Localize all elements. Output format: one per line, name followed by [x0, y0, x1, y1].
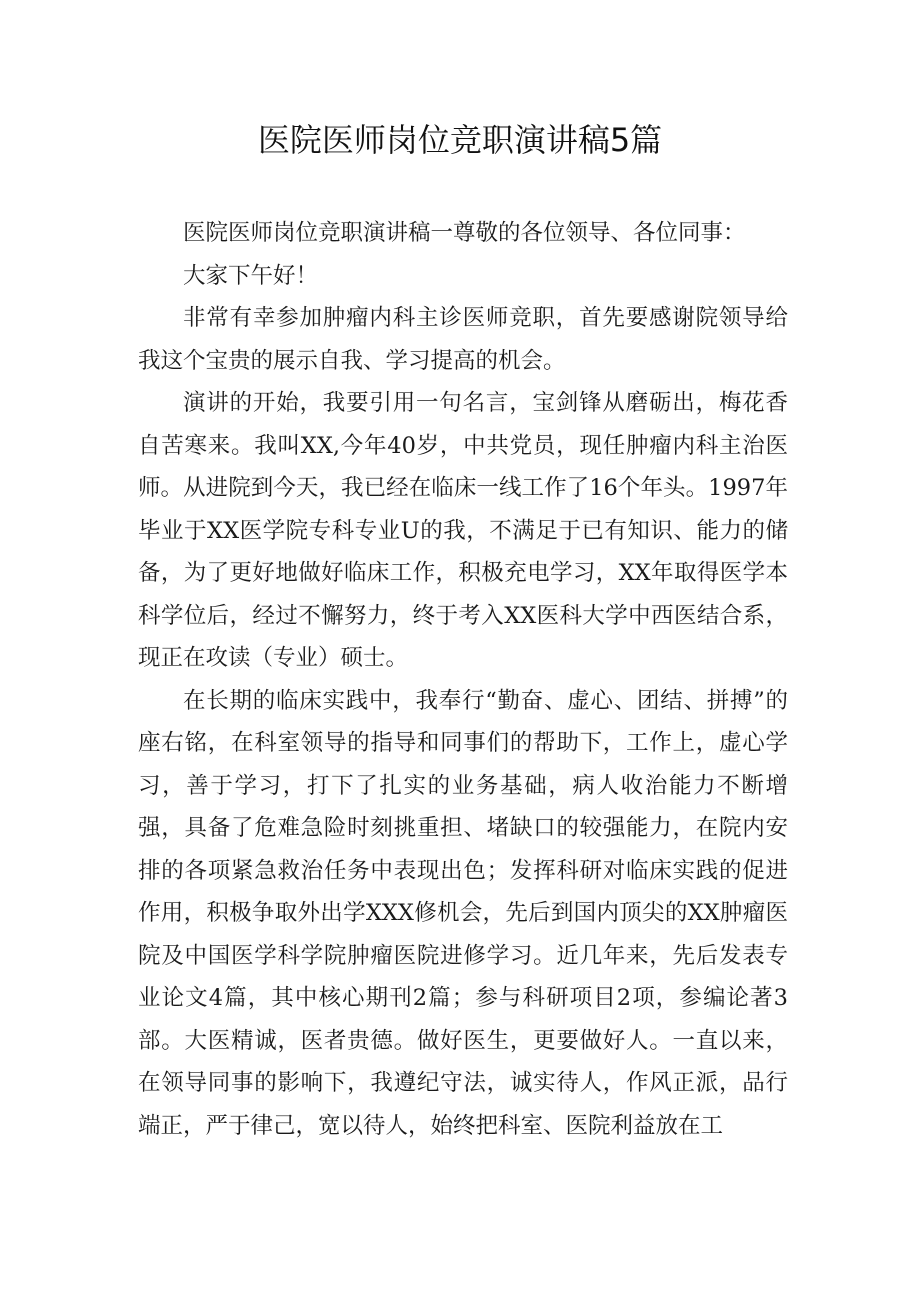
paragraph-introduction: 非常有幸参加肿瘤内科主诊医师竞职，首先要感谢院领导给我这个宝贵的展示自我、学习提高的机会。	[138, 305, 788, 374]
document-title: 医院医师岗位竞职演讲稿5篇	[257, 121, 663, 159]
document-body	[138, 212, 788, 1147]
paragraph-achievements: 在长期的临床实践中，我奉行“勤奋、虚心、团结、拼搏”的座右铭，在科室领导的指导和同事们的帮助下，工作上，虚心学习，善于学习，打下了扎实的业务基础，病人收治能力不断增强，具备了危难急险时刻挑重担、堵缺口的较强能力，在院内安排的各项紧急救治任务中表现出色；发挥科研对临床实践的促进作用，积极争取外出学XXX修机会，先后到国内顶尖的XX肿瘤医院及中国医学科学院肿瘤医院进修学习。近几年来，先后发表专业论文4篇，其中核心期刊2篇；参与科研项目2项，参编论著3部。大医精诚，医者贵德。做好医生，更要做好人。一直以来，在领导同事的影响下，我遵纪守法，诚实待人，作风正派，品行端正，严于律己，宽以待人，始终把科室、医院利益放在工	[138, 687, 788, 1139]
paragraph-greeting: 大家下午好！	[183, 262, 319, 289]
paragraph-background: 演讲的开始，我要引用一句名言，宝剑锋从磨砺出，梅花香自苦寒来。我叫XX,今年40岁，中共党员，现任肿瘤内科主治医师。从进院到今天，我已经在临床一线工作了16个年头。1997年毕业于XX医学院专科专业U的我，不满足于已有知识、能力的储备，为了更好地做好临床工作，积极充电学习，XX年取得医学本科学位后，经过不懈努力，终于考入XX医科大学中西医结合系，现正在攻读（专业）硕士。	[138, 390, 788, 671]
paragraph-salutation: 医院医师岗位竞职演讲稿一尊敬的各位领导、各位同事：	[183, 220, 746, 246]
